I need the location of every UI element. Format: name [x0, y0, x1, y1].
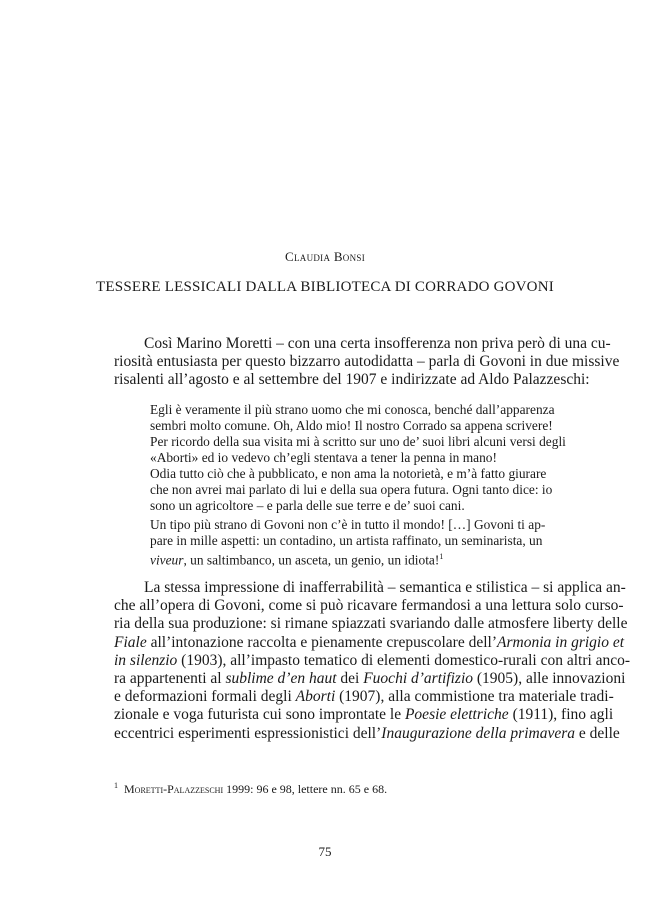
footnote-number: 1	[114, 781, 118, 790]
text-line: che all’opera di Govoni, come si può ricavare fermandosi a una lettura solo curso-	[114, 597, 624, 615]
article-title: TESSERE LESSICALI DALLA BIBLIOTECA DI CORRADO GOVONI	[96, 279, 554, 295]
text-line: eccentrici esperimenti espressionistici dell’Inaugurazione della primavera e delle	[114, 724, 620, 742]
quote-line: che non avrei mai parlato di lui e della sua opera futura. Ogni tanto dice: io	[150, 482, 553, 497]
text-line: risalenti all’agosto e al settembre del 1907 e indirizzate ad Aldo Palazzeschi:	[114, 371, 590, 389]
block-quote-1	[150, 402, 566, 514]
quote-line: Egli è veramente il più strano uomo che mi conosca, benché dall’apparenza	[150, 402, 555, 417]
text-line: ra appartenenti al sublime d’en haut dei Fuochi d’artifizio (1905), alle innovazioni	[114, 669, 626, 687]
text-line: Così Marino Moretti – con una certa insofferenza non priva però di una cu-	[144, 335, 611, 352]
quote-line: Odia tutto ciò che à pubblicato, e non ama la notorietà, e m’à fatto giurare	[150, 466, 547, 481]
quote-line: sembri molto comune. Oh, Aldo mio! Il nostro Corrado sa appena scrivere!	[150, 418, 553, 433]
quote-line: «Aborti» ed io vedevo ch’egli stentava a tener la penna in mano!	[150, 450, 497, 465]
text-line: in silenzio (1903), all’impasto tematico di elementi domestico-rurali con altri anco-	[114, 651, 631, 669]
italic-term: viveur	[150, 552, 184, 568]
text-line: ria della sua produzione: si rimane spiazzati svariando dalle atmosfere liberty delle	[114, 615, 628, 633]
quote-line: sono un agricoltore – e parla delle sue terre e de’ suoi cani.	[150, 498, 465, 513]
quote-line: viveur, un saltimbanco, un asceta, un genio, un idiota!$^1$	[150, 552, 444, 568]
text-line: Fiale all’intonazione raccolta e pienamente crepuscolare dell’Armonia in grigio et	[114, 633, 625, 651]
text-line: zionale e voga futurista cui sono improntate le Poesie elettriche (1911), fino agli	[114, 706, 614, 724]
author-name: Claudia Bonsi	[285, 249, 365, 264]
text-line: La stessa impressione di inafferrabilità – semantica e stilistica – si applica an-	[144, 579, 626, 596]
footnote	[114, 781, 542, 797]
text-line: riosità entusiasta per questo bizzarro autodidatta – parla di Govoni in due missive	[114, 353, 620, 371]
footnote-text: 1999: 96 e 98, lettere nn. 65 e 68.	[223, 782, 388, 796]
text-line: e deformazioni formali degli Aborti (1907), alla commistione tra materiale tradi-	[114, 688, 614, 706]
quote-line: Un tipo più strano di Govoni non c’è in tutto il mondo! […] Govoni ti ap-	[150, 517, 546, 532]
block-quote-2	[150, 517, 546, 568]
page-number: 75	[318, 844, 332, 859]
intro-paragraph	[114, 335, 620, 390]
footnote-ref[interactable]: 1	[439, 552, 444, 561]
quote-line: Per ricordo della sua visita mi à scritto sur uno de’ suoi libri alcuni versi degli	[150, 434, 566, 449]
quote-line: pare in mille aspetti: un contadino, un artista raffinato, un seminarista, un	[150, 533, 543, 548]
footnote-source: Moretti-Palazzeschi	[124, 782, 224, 796]
main-paragraph	[114, 579, 631, 743]
